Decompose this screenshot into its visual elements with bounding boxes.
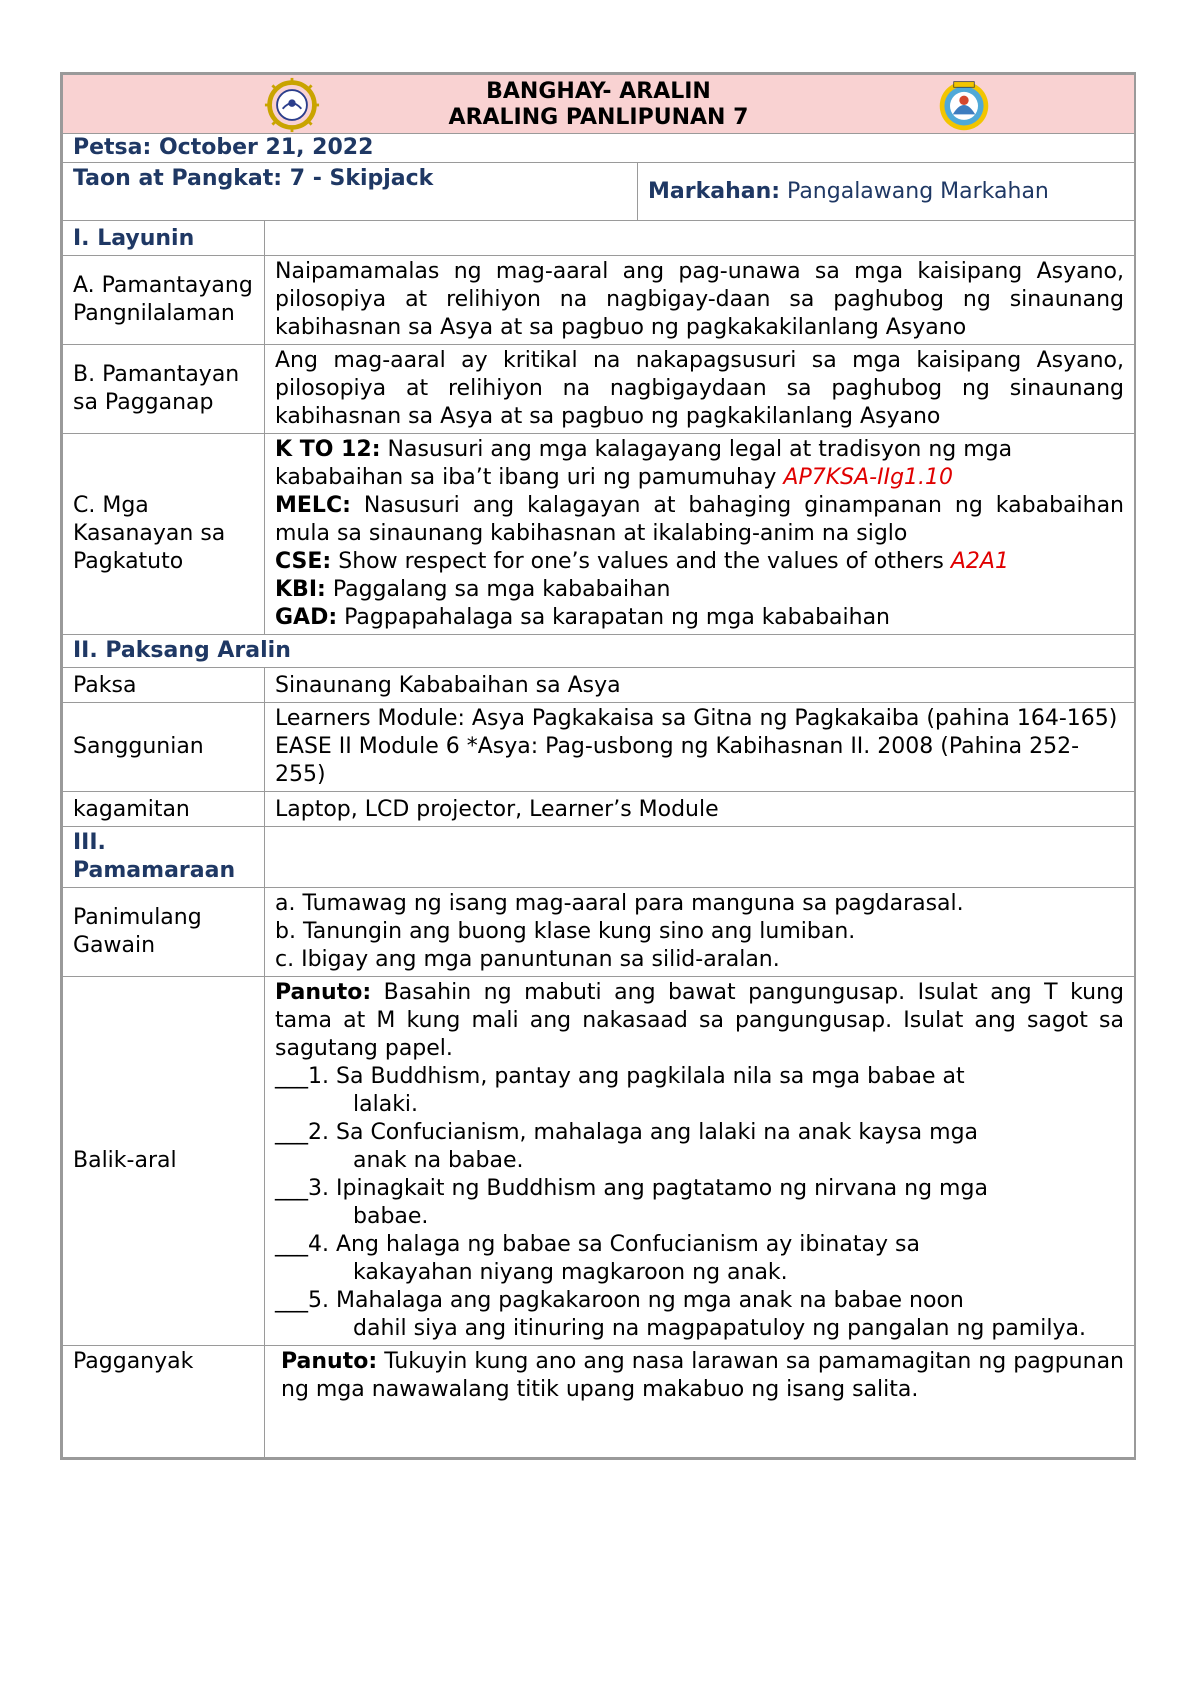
cse-text: Show respect for one’s values and the values of others [338, 549, 944, 574]
list-item [275, 1231, 1124, 1287]
k12-label: K TO 12: [275, 437, 381, 462]
section-paksang-aralin-title: II. Paksang Aralin [63, 635, 1135, 668]
kbi-entry [275, 576, 1124, 604]
taon-cell [63, 163, 638, 221]
pamantayang-pangnilalaman-label: A. Pamantayang Pangnilalaman [63, 256, 265, 345]
item-text: Ipinagkait ng Buddhism ang pagtatamo ng nirvana ng mga [336, 1176, 988, 1201]
item-number: ___3. [275, 1176, 329, 1201]
k12-code: AP7KSA-IIg1.10 [783, 465, 954, 490]
kbi-text: Paggalang sa mga kababaihan [332, 577, 671, 602]
section-layunin-title: I. Layunin [63, 221, 265, 256]
section-layunin-empty [265, 221, 1135, 256]
taon-label: Taon at Pangkat: [73, 166, 283, 191]
petsa-label: Petsa: [73, 135, 152, 160]
pagganyak-label: Pagganyak [63, 1346, 265, 1458]
melc-text: Nasusuri ang kalagayan at bahaging ginampanan ng kababaihan mula sa sinaunang kabihasnan at ikalabing-anim na siglo [275, 493, 1124, 546]
kagamitan-label: kagamitan [63, 792, 265, 827]
section-pamamaraan-title: III. Pamamaraan [63, 827, 265, 888]
markahan-value: Pangalawang Markahan [787, 178, 1049, 204]
balik-aral-content [265, 977, 1135, 1346]
paksa-label: Paksa [63, 668, 265, 703]
pagganyak-content [265, 1346, 1135, 1458]
item-number: ___1. [275, 1064, 329, 1089]
sanggunian-label: Sanggunian [63, 703, 265, 792]
item-number: ___4. [275, 1232, 329, 1257]
markahan-cell [638, 163, 1135, 221]
cse-label: CSE: [275, 549, 332, 574]
item-text-continued: anak na babae. [353, 1148, 524, 1173]
item-text-continued: kakayahan niyang magkaroon ng anak. [353, 1260, 788, 1285]
document-title: BANGHAY- ARALIN [486, 79, 711, 104]
document-subtitle: ARALING PANLIPUNAN 7 [448, 105, 749, 130]
list-item [275, 1287, 1124, 1343]
kasanayan-content [265, 434, 1135, 635]
balik-aral-label: Balik-aral [63, 977, 265, 1346]
paksa-value: Sinaunang Kababaihan sa Asya [265, 668, 1135, 703]
panimula-item: c. Ibigay ang mga panuntunan sa silid-aralan. [275, 947, 780, 972]
list-item [275, 1119, 1124, 1175]
school-seal-icon [263, 77, 321, 133]
pamantayan-pagganap-label: B. Pamantayan sa Pagganap [63, 345, 265, 434]
k12-text: Nasusuri ang mga kalagayang legal at tradisyon ng mga kababaihan sa iba’t ibang uri ng pamumuhay [275, 437, 1013, 490]
k12-entry [275, 436, 1124, 492]
cse-code: A2A1 [950, 549, 1009, 574]
item-text: Ang halaga ng babae sa Confucianism ay ibinatay sa [336, 1232, 920, 1257]
melc-label: MELC: [275, 493, 351, 518]
panimula-item: a. Tumawag ng isang mag-aaral para manguna sa pagdarasal. [275, 891, 964, 916]
lesson-plan-document [60, 72, 1136, 1460]
sanggunian-item-2: EASE II Module 6 *Asya: Pag-usbong ng Kabihasnan II. 2008 (Pahina 252-255) [275, 734, 1080, 787]
sanggunian-content [265, 703, 1135, 792]
panimulang-gawain-label: Panimulang Gawain [63, 888, 265, 977]
cse-entry [275, 548, 1124, 576]
petsa-row [63, 134, 1135, 163]
panimula-item: b. Tanungin ang buong klase kung sino ang lumiban. [275, 919, 856, 944]
list-item [275, 1175, 1124, 1231]
document-header [63, 75, 1135, 134]
balik-panuto-label: Panuto: [275, 980, 372, 1005]
item-text-continued: babae. [353, 1204, 429, 1229]
section-pamamaraan-empty [265, 827, 1135, 888]
gad-entry [275, 604, 1124, 632]
melc-entry [275, 492, 1124, 548]
pagganyak-panuto-label: Panuto: [281, 1349, 378, 1374]
item-text-continued: dahil siya ang itinuring na magpapatuloy ng pangalan ng pamilya. [353, 1316, 1086, 1341]
balik-panuto-text: Basahin ng mabuti ang bawat pangungusap. Isulat ang T kung tama at M kung mali ang nakasaad sa pangungusap. Isulat ang sagot sa sagutang papel. [275, 980, 1125, 1061]
list-item [275, 1063, 1124, 1119]
kasanayan-label: C. Mga Kasanayan sa Pagkatuto [63, 434, 265, 635]
pagganyak-panuto-text: Tukuyin kung ano ang nasa larawan sa pamamagitan ng pagpunan ng mga nawawalang titik upang makabuo ng isang salita. [281, 1349, 1124, 1402]
petsa-value: October 21, 2022 [158, 135, 374, 160]
item-text: Mahalaga ang pagkakaroon ng mga anak na babae noon [336, 1288, 964, 1313]
markahan-label: Markahan: [648, 178, 781, 204]
sanggunian-item-1: Learners Module: Asya Pagkakaisa sa Gitna ng Pagkakaiba (pahina 164-165) [275, 706, 1118, 731]
item-text: Sa Confucianism, mahalaga ang lalaki na anak kaysa mga [336, 1120, 979, 1145]
lesson-plan-table [62, 74, 1135, 1458]
pamantayan-pagganap-text: Ang mag-aaral ay kritikal na nakapagsusuri sa mga kaisipang Asyano, pilosopiya at relihiyon na nagbigaydaan sa paghubog ng sinaunang kabihasnan sa Asya at sa pagbuo ng pagkakilanlang Asyano [265, 345, 1135, 434]
item-text: Sa Buddhism, pantay ang pagkilala nila sa mga babae at [336, 1064, 965, 1089]
item-number: ___2. [275, 1120, 329, 1145]
pamantayang-pangnilalaman-text: Naipamamalas ng mag-aaral ang pag-unawa sa mga kaisipang Asyano, pilosopiya at relihiyon na nagbigay-daan sa paghubog ng sinaunang kabihasnan sa Asya at sa pagbuo ng pagkakakilanlang Asyano [265, 256, 1135, 345]
kbi-label: KBI: [275, 577, 326, 602]
item-text-continued: lalaki. [353, 1092, 419, 1117]
panimulang-gawain-content [265, 888, 1135, 977]
item-number: ___5. [275, 1288, 329, 1313]
division-logo-icon [935, 77, 993, 133]
taon-value: 7 - Skipjack [289, 166, 434, 191]
balik-aral-panuto [275, 979, 1124, 1063]
kagamitan-value: Laptop, LCD projector, Learner’s Module [265, 792, 1135, 827]
gad-text: Pagpapahalaga sa karapatan ng mga kababaihan [344, 605, 890, 630]
gad-label: GAD: [275, 605, 338, 630]
